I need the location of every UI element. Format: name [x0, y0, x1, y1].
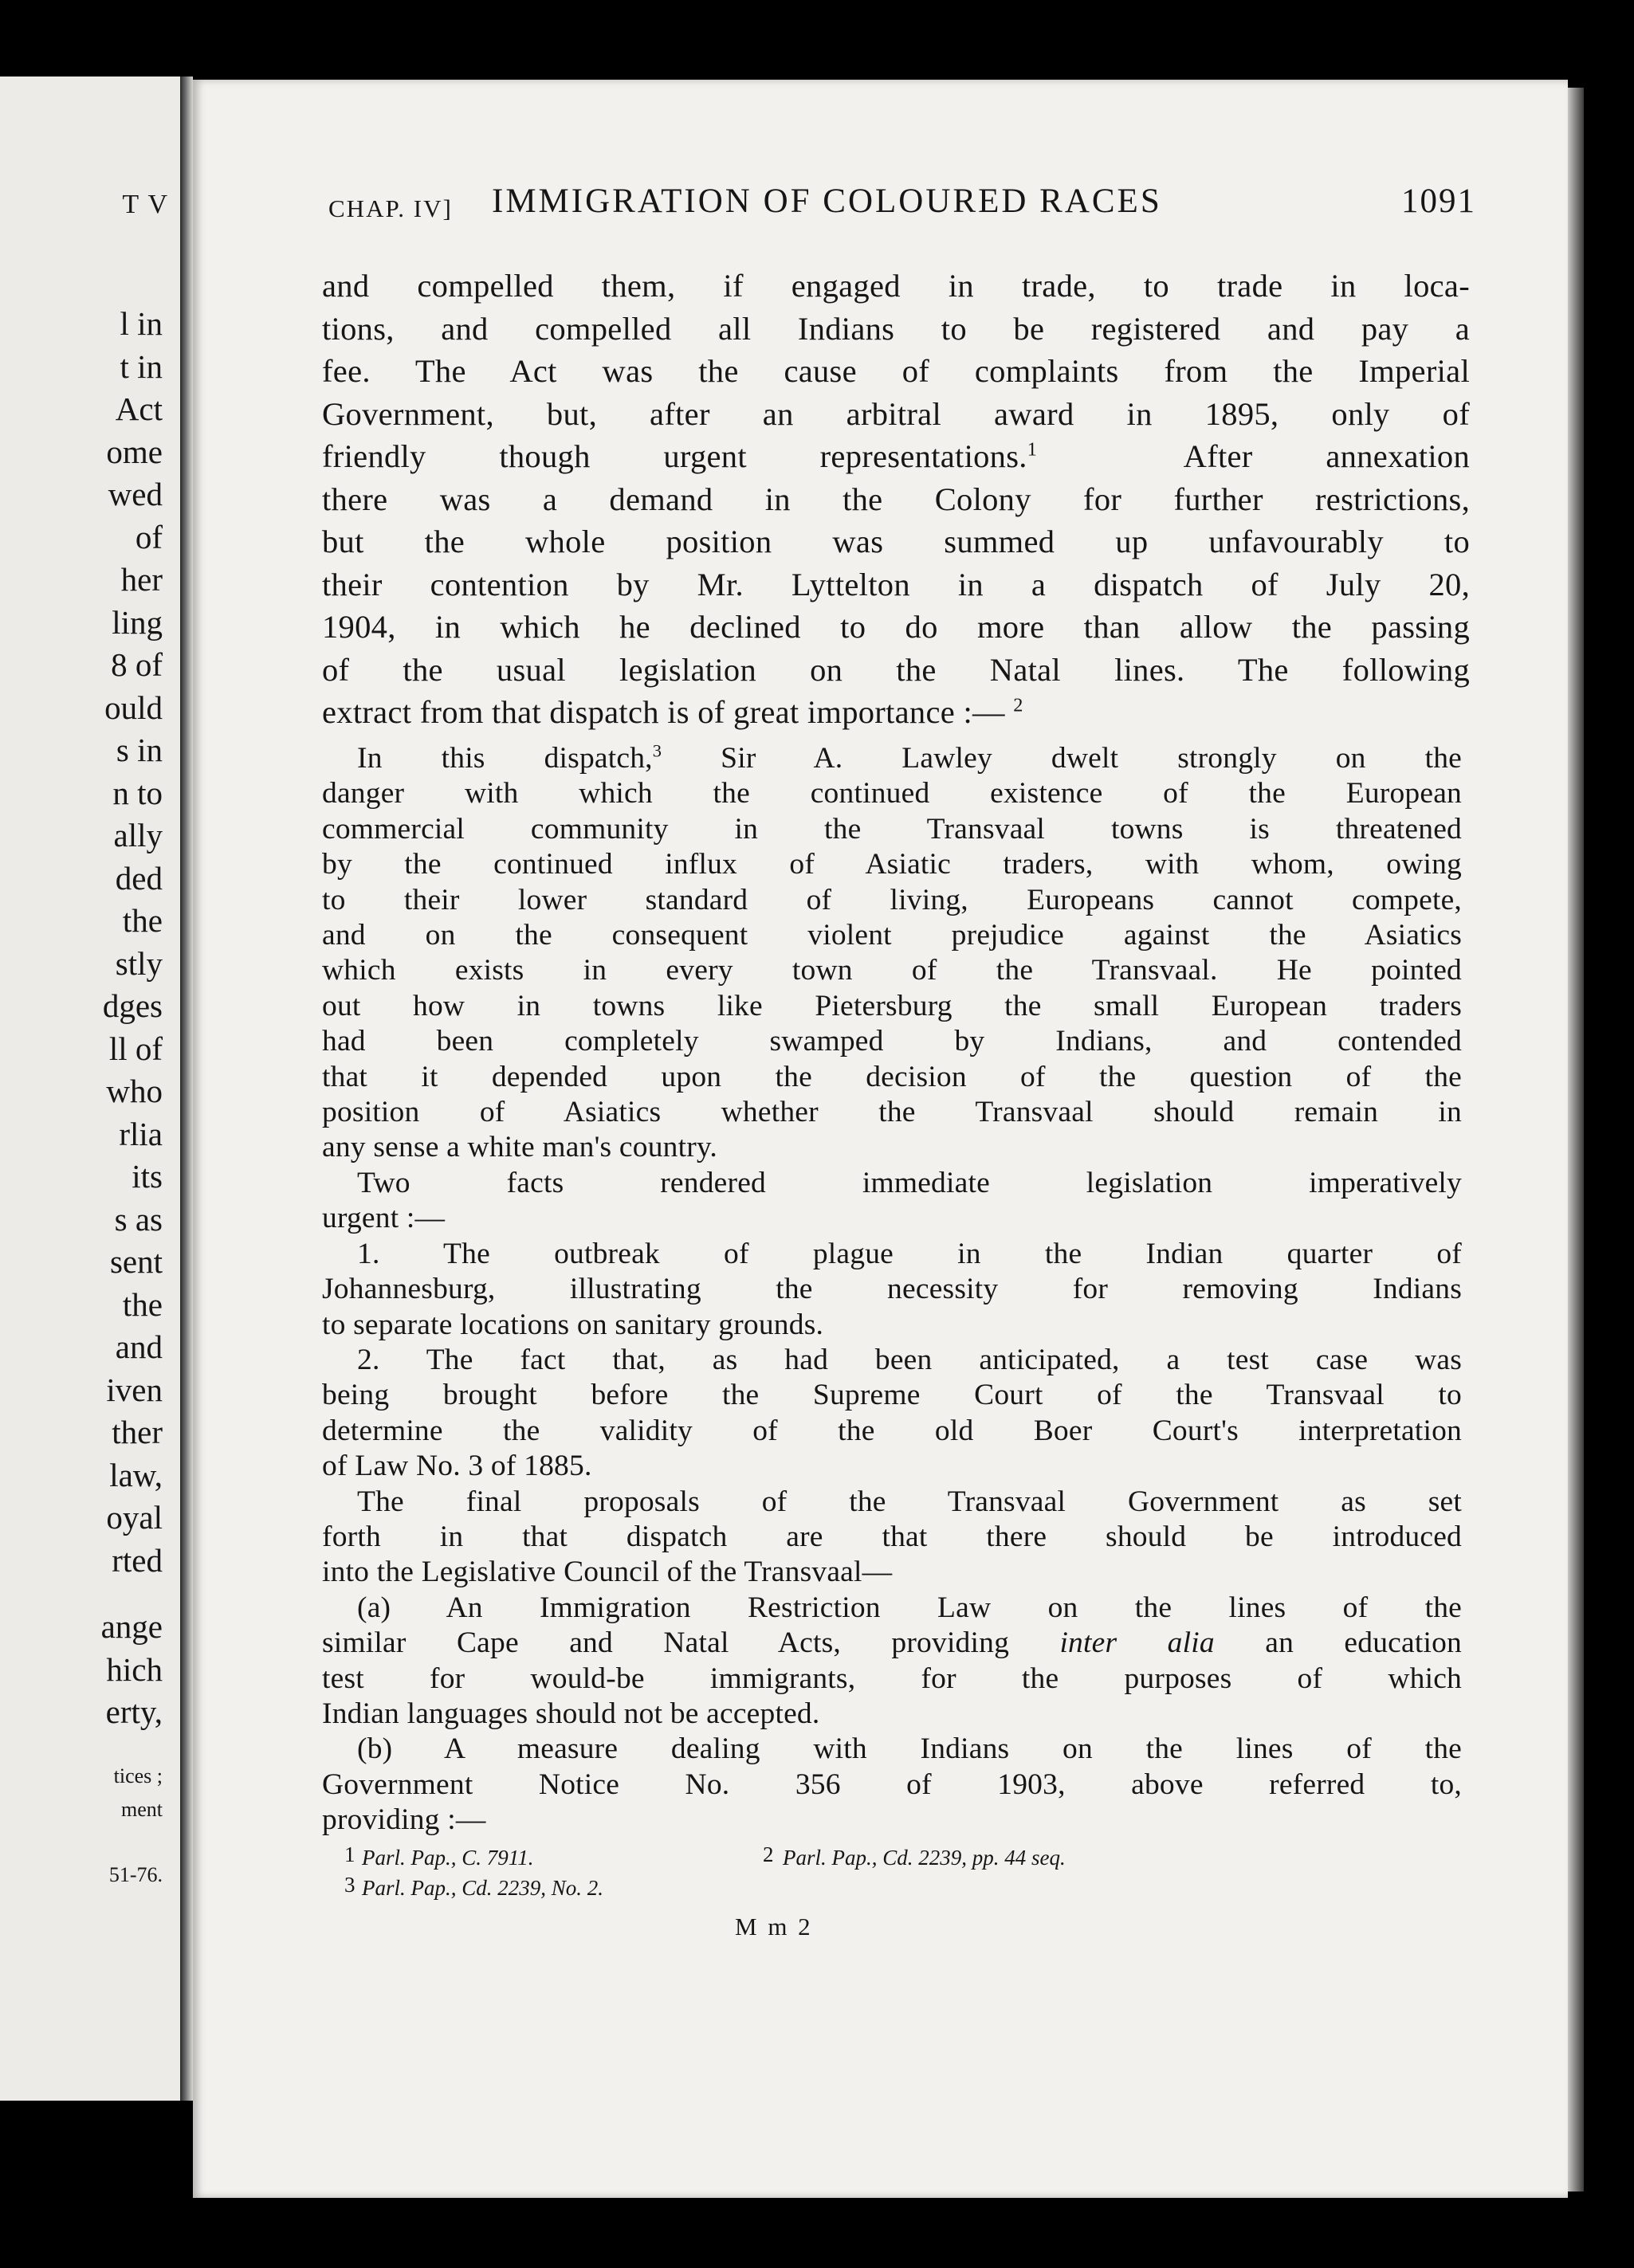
quote-line: position of Asiatics whether the Transvaal should remain in [322, 1096, 1462, 1129]
footnote-1-mark: 1 [344, 1842, 355, 1866]
page-number: 1091 [1401, 182, 1476, 220]
quote-line: providing :— [322, 1803, 486, 1837]
footnote-3: Parl. Pap., Cd. 2239, No. 2. [362, 1876, 604, 1900]
facing-page-line-fragment: t in [120, 347, 163, 385]
facing-page-line-fragment: ded [115, 859, 163, 897]
facing-page-line-fragment: Act [115, 390, 163, 427]
facing-page-line-fragment: and [115, 1328, 163, 1365]
footnote-mark: 1 [1027, 438, 1038, 461]
facing-page-line-fragment: ll of [108, 1030, 163, 1067]
book-gutter [180, 77, 193, 2101]
quote-line: (b) A measure dealing with Indians on the lines of the [357, 1732, 1462, 1766]
facing-page-line-fragment: wed [108, 476, 163, 512]
quote-line: danger with which the continued existence of the European [322, 777, 1462, 810]
quote-line: Johannesburg, illustrating the necessity for removing Indians [322, 1273, 1462, 1306]
quote-line-tail: an education [1265, 1626, 1462, 1660]
quote-line: to separate locations on sanitary grounds. [322, 1308, 824, 1341]
quote-line: out how in towns like Pietersburg the small European traders [322, 989, 1462, 1022]
quote-line: of Law No. 3 of 1885. [322, 1450, 592, 1483]
quote-line: (a) An Immigration Restriction Law on the lines of the [357, 1591, 1462, 1624]
footnote-mark: 3 [652, 740, 662, 761]
body-line: Government, but, after an arbitral award in 1895, only of [322, 395, 1470, 432]
quote-line: to their lower standard of living, Europeans cannot compete, [322, 883, 1462, 916]
facing-page-footnote-fragment: tices ; [113, 1764, 163, 1787]
facing-page-line-fragment: 8 of [111, 646, 163, 683]
footnote-2: Parl. Pap., Cd. 2239, pp. 44 seq. [783, 1846, 1066, 1870]
quote-line: forth in that dispatch are that there should be introduced [322, 1520, 1462, 1553]
facing-page-footnote-fragment: 51-76. [108, 1863, 163, 1886]
quote-line-with-italic [322, 1626, 1462, 1661]
body-line: tions, and compelled all Indians to be registered and pay a [322, 310, 1470, 347]
facing-page-line-fragment: rted [112, 1541, 163, 1579]
facing-page-line-fragment: dges [102, 987, 163, 1024]
body-line-text: friendly though urgent representations. [322, 438, 1027, 474]
footnote-2-mark: 2 [763, 1842, 774, 1866]
quote-line-tail: Sir A. Lawley dwelt strongly on the [721, 742, 1462, 775]
facing-page-line-fragment: ther [112, 1414, 163, 1450]
quote-line: being brought before the Supreme Court of the Transvaal to [322, 1379, 1462, 1412]
facing-page-line-fragment: ange [100, 1608, 163, 1645]
quote-line: had been completely swamped by Indians, and contended [322, 1025, 1462, 1058]
footnote-mark: 2 [1013, 694, 1023, 716]
facing-page-footnote-fragment: ment [121, 1798, 163, 1821]
facing-page-line-fragment: oyal [106, 1499, 163, 1536]
facing-page-line-fragment: ome [106, 433, 163, 470]
body-line: 1904, in which he declined to do more than allow the passing [322, 609, 1470, 645]
quote-line: 1. The outbreak of plague in the Indian quarter of [357, 1237, 1462, 1270]
quote-line: that it depended upon the decision of the question of the [322, 1060, 1462, 1093]
quote-line: and on the consequent violent prejudice against the Asiatics [322, 919, 1462, 952]
book-page [193, 80, 1568, 2198]
body-paragraph [322, 265, 1470, 734]
quote-line: by the continued influx of Asiatic traders, with whom, owing [322, 848, 1462, 881]
quoted-extract [322, 741, 1462, 1838]
page-edge-shadow [1568, 88, 1584, 2191]
facing-page-fragment [0, 77, 180, 2101]
quote-line: determine the validity of the old Boer Court's interpretation [322, 1414, 1462, 1447]
quote-line: test for would-be immigrants, for the purposes of which [322, 1662, 1462, 1695]
facing-page-line-fragment: her [120, 561, 163, 598]
facing-page-line-fragment: erty, [105, 1693, 163, 1730]
quote-line: commercial community in the Transvaal towns is threatened [322, 812, 1462, 846]
quote-line: urgent :— [322, 1202, 446, 1235]
facing-page-line-fragment: n to [112, 774, 163, 811]
body-line-with-footnote [322, 691, 1470, 734]
facing-page-line-fragment: sent [109, 1243, 163, 1280]
facing-page-line-fragment: the [122, 1285, 163, 1323]
body-line-tail: After annexation [1183, 438, 1471, 474]
quote-line: any sense a white man's country. [322, 1131, 718, 1164]
facing-page-line-fragment: law, [109, 1456, 163, 1493]
body-line: and compelled them, if engaged in trade, to trade in loca- [322, 268, 1470, 304]
facing-page-line-fragment: stly [115, 944, 163, 982]
body-line: fee. The Act was the cause of complaints from the Imperial [322, 353, 1470, 389]
facing-page-line-fragment: ould [104, 689, 163, 726]
signature-mark: M m 2 [735, 1913, 813, 1940]
quote-line: Two facts rendered immediate legislation imperatively [357, 1166, 1462, 1199]
italic-phrase: inter alia [1059, 1626, 1215, 1660]
body-line: but the whole position was summed up unfavourably to [322, 524, 1470, 559]
facing-page-line-fragment: who [106, 1073, 163, 1109]
running-header [328, 182, 1476, 230]
facing-page-line-fragment: rlia [119, 1115, 163, 1152]
facing-page-line-fragment: the [122, 902, 163, 939]
quote-line: into the Legislative Council of the Transvaal— [322, 1556, 893, 1589]
facing-page-line-fragment: iven [106, 1371, 163, 1408]
quote-line-with-footnote [322, 741, 1462, 776]
facing-page-line-fragment: ling [112, 603, 163, 641]
quote-line: Government Notice No. 356 of 1903, above referred to, [322, 1768, 1462, 1801]
running-title: IMMIGRATION OF COLOURED RACES [492, 182, 1162, 220]
quote-line-text: similar Cape and Natal Acts, providing [322, 1626, 1010, 1660]
facing-page-line-fragment: of [135, 518, 163, 555]
quote-line: 2. The fact that, as had been anticipated, a test case was [357, 1343, 1462, 1376]
chapter-label: CHAP. IV] [328, 194, 453, 222]
facing-page-line-fragment: hich [106, 1650, 163, 1688]
facing-page-line-fragment: s as [114, 1200, 163, 1238]
quote-line-text: In this dispatch, [357, 742, 653, 775]
facing-page-line-fragment: l in [120, 305, 163, 342]
body-line-text: extract from that dispatch is of great importance :— [322, 694, 1005, 730]
body-line: of the usual legislation on the Natal lines. The following [322, 651, 1470, 688]
body-line: their contention by Mr. Lyttelton in a dispatch of July 20, [322, 566, 1470, 602]
facing-page-line-fragment: its [132, 1158, 163, 1195]
footnote-1: Parl. Pap., C. 7911. [362, 1846, 534, 1870]
facing-page-header-fragment: T V [122, 190, 169, 219]
quote-line: Indian languages should not be accepted. [322, 1697, 820, 1730]
quote-line: which exists in every town of the Transvaal. He pointed [322, 954, 1462, 987]
body-line: there was a demand in the Colony for further restrictions, [322, 481, 1470, 517]
facing-page-line-fragment: ally [113, 817, 163, 853]
quote-line: The final proposals of the Transvaal Government as set [357, 1485, 1462, 1518]
facing-page-line-fragment: s in [116, 732, 163, 768]
footnote-3-mark: 3 [344, 1873, 355, 1897]
body-line-with-footnote [322, 435, 1470, 478]
